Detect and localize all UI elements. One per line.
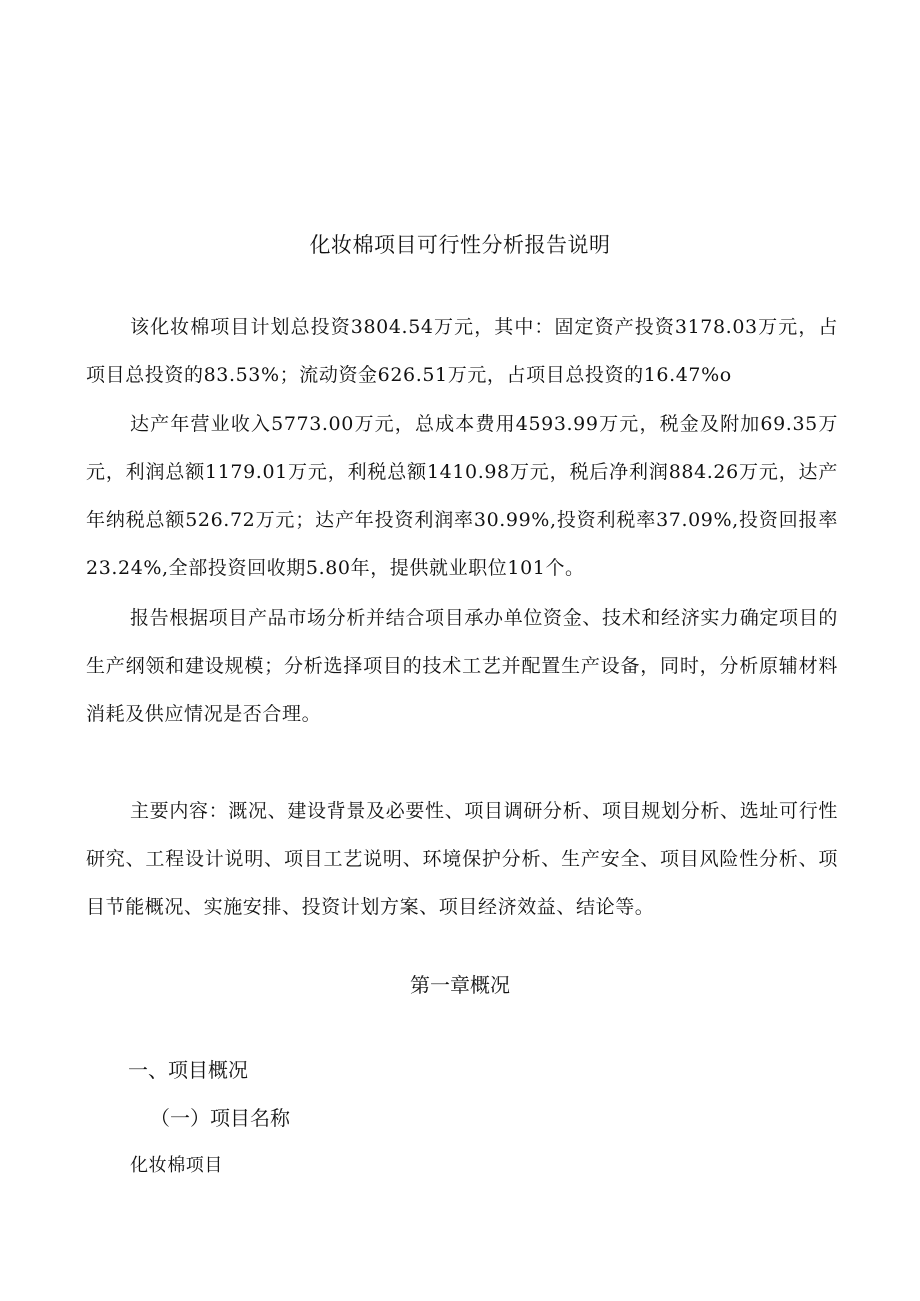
project-name-text: 化妆棉项目 bbox=[130, 1155, 223, 1176]
section-heading: 一、项目概况 bbox=[128, 1058, 248, 1082]
investment-summary-paragraph: 该化妆棉项目计划总投资3804.54万元，其中：固定资产投资3178.03万元，占项目总投资的83.53%；流动资金626.51万元，占项目总投资的16.47%o bbox=[86, 316, 838, 386]
main-contents-paragraph: 主要内容：溉况、建设背景及必要性、项目调研分析、项目规划分析、选址可行性研究、工程设计说明、项目工艺说明、环境保护分析、生产安全、项目风险性分析、项目节能概况、实施安排、投资计划方案、项目经济效益、结论等。 bbox=[86, 800, 838, 918]
document-title: 化妆棉项目可行性分析报告说明 bbox=[309, 233, 611, 257]
subsection-heading: （一）项目名称 bbox=[150, 1106, 290, 1130]
financial-summary-paragraph: 达产年营业收入5773.00万元，总成本费用4593.99万元，税金及附加69.35万元，利润总额1179.01万元，利税总额1410.98万元，税后净利润884.26万元，达产年纳税总额526.72万元；达产年投资利润率30.99%,投资利税率37.09%,投资回报率23.24%,全部投资回收期5.80年，提供就业职位101个。 bbox=[86, 413, 838, 579]
chapter-title: 第一章概况 bbox=[410, 973, 510, 997]
report-basis-paragraph: 报告根据项目产品市场分析并结合项目承办单位资金、技术和经济实力确定项目的生产纲领和建设规模；分析选择项目的技术工艺并配置生产设备，同时，分析原辅材料消耗及供应情况是否合理。 bbox=[86, 607, 838, 725]
